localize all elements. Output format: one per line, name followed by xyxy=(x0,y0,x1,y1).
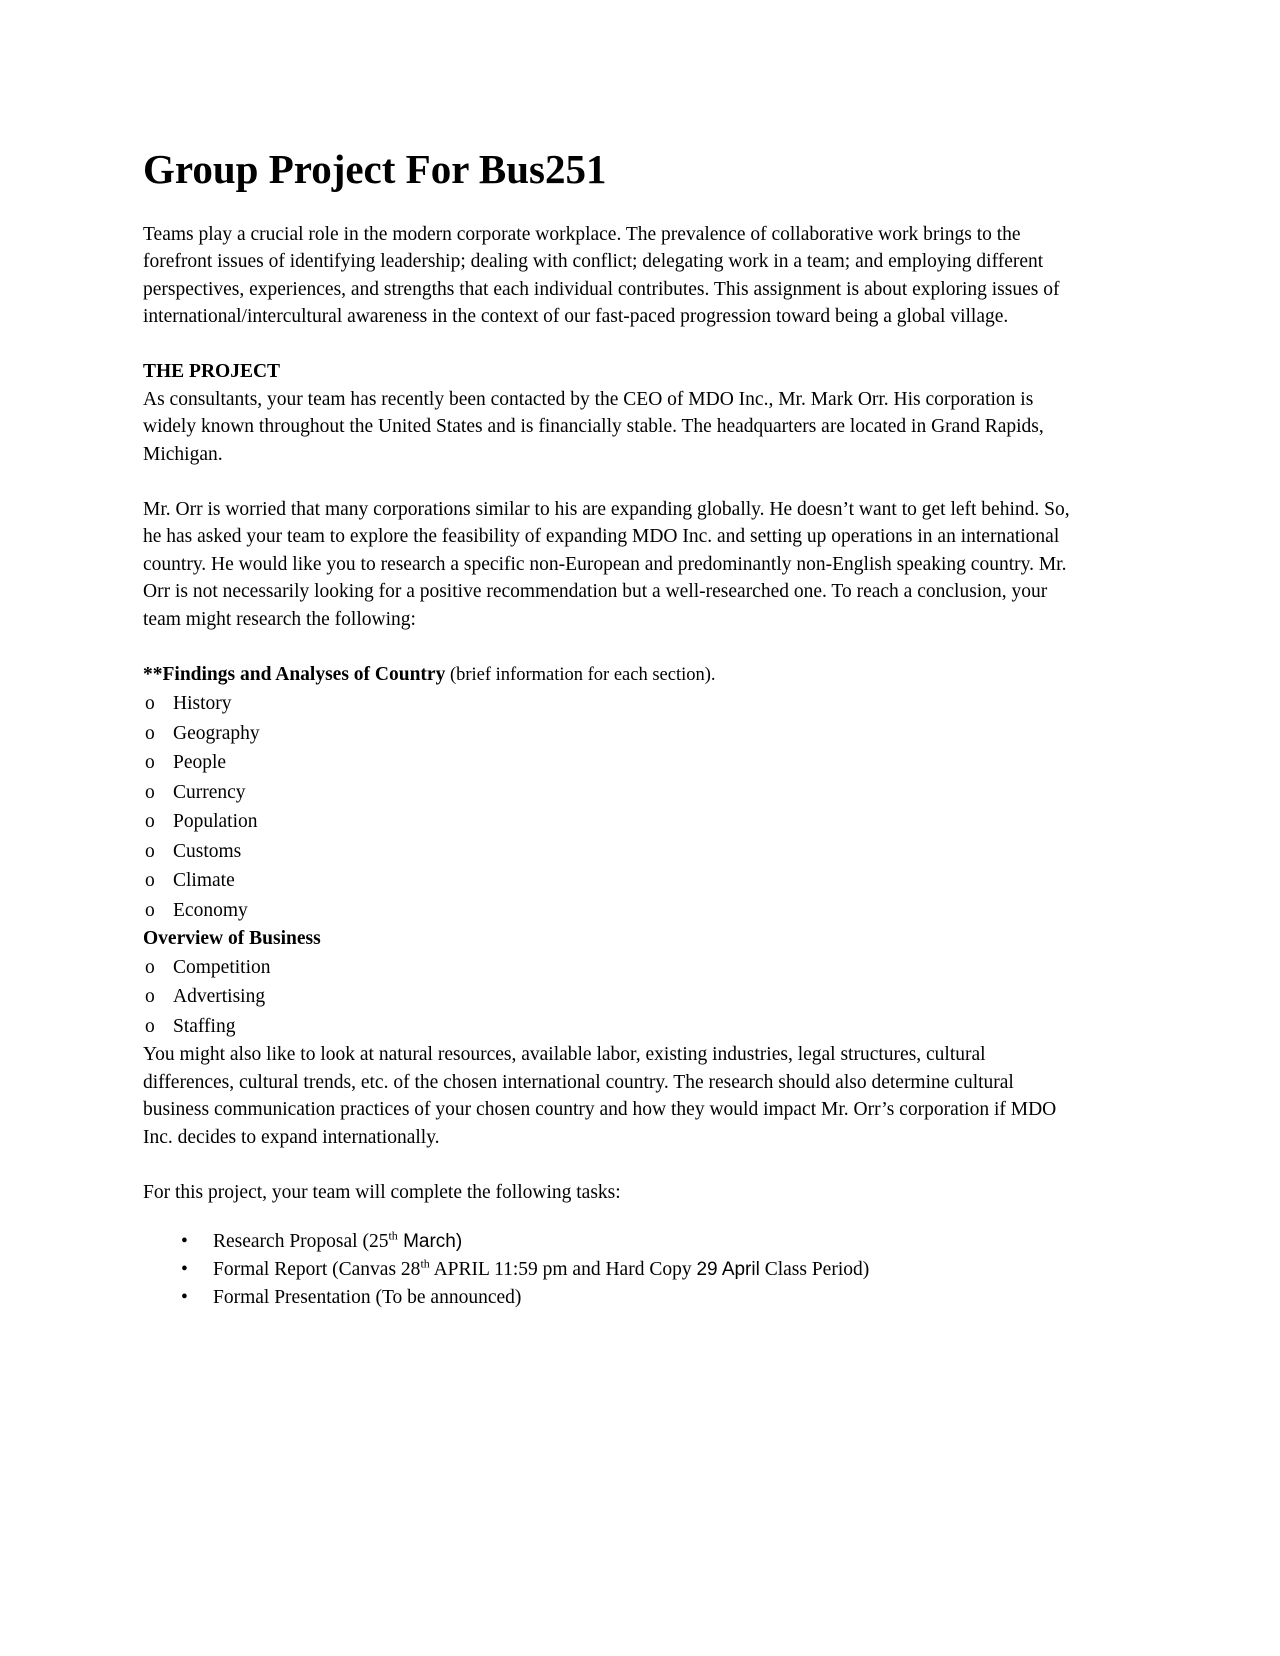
list-item xyxy=(143,689,1080,719)
intro-paragraph: Teams play a crucial role in the modern corporate workplace. The prevalence of collaborative work brings to the forefront issues of identifying leadership; dealing with conflict; delegating work in a team; and employing different perspectives, experiences, and strengths that each individual contributes. This assignment is about exploring issues of international/intercultural awareness in the context of our fast-paced progression toward being a global village. xyxy=(143,223,1060,328)
project-paragraph-1: As consultants, your team has recently been contacted by the CEO of MDO Inc., Mr. Mark Orr. His corporation is widely known throughout the United States and is financially stable. The headquarters are located in Grand Rapids, Michigan. xyxy=(143,388,1044,465)
dot-bullet-icon: • xyxy=(181,1259,188,1281)
list-item-label: Competition xyxy=(173,956,271,978)
dot-bullet-icon: • xyxy=(181,1287,188,1309)
circle-bullet-icon: o xyxy=(145,1015,155,1037)
list-item xyxy=(143,748,1080,778)
task-run: Formal Report (Canvas 28 xyxy=(213,1259,421,1281)
list-item-label: Customs xyxy=(173,840,242,862)
tasks-list xyxy=(143,1228,1080,1312)
list-item-label: Advertising xyxy=(173,986,266,1008)
task-run-sans: 29 April xyxy=(696,1259,760,1281)
list-item-label: History xyxy=(173,693,232,715)
task-run: Research Proposal (25 xyxy=(213,1231,389,1253)
ordinal-superscript: th xyxy=(388,1228,398,1243)
list-item xyxy=(143,719,1080,749)
list-item-label: Staffing xyxy=(173,1015,236,1037)
project-paragraph-2: Mr. Orr is worried that many corporations similar to his are expanding globally. He doesn’t want to get left behind. So, he has asked your team to explore the feasibility of expanding MDO Inc. and setting up operations in an international country. He would like you to research a specific non-European and predominantly non-English speaking country. Mr. Orr is not necessarily looking for a positive recommendation but a well-researched one. To reach a conclusion, your team might research the following: xyxy=(143,498,1070,630)
circle-bullet-icon: o xyxy=(145,956,155,978)
ordinal-superscript: th xyxy=(420,1256,430,1271)
project-section-heading: THE PROJECT xyxy=(143,361,281,383)
list-item xyxy=(143,837,1080,867)
list-item xyxy=(143,953,1080,983)
circle-bullet-icon: o xyxy=(145,986,155,1008)
list-item-label: Climate xyxy=(173,870,235,892)
circle-bullet-icon: o xyxy=(145,840,155,862)
overview-heading: Overview of Business xyxy=(143,928,321,950)
circle-bullet-icon: o xyxy=(145,781,155,803)
findings-heading-bold: **Findings and Analyses of Country xyxy=(143,663,446,685)
circle-bullet-icon: o xyxy=(145,870,155,892)
task-item xyxy=(143,1228,1080,1256)
task-item xyxy=(143,1284,1080,1312)
task-run: Class Period) xyxy=(759,1259,870,1281)
findings-heading-note: (brief information for each section). xyxy=(445,664,716,685)
circle-bullet-icon: o xyxy=(145,899,155,921)
task-run: Formal Presentation (To be announced) xyxy=(213,1287,522,1309)
tasks-intro: For this project, your team will complete the following tasks: xyxy=(143,1181,621,1203)
circle-bullet-icon: o xyxy=(145,722,155,744)
circle-bullet-icon: o xyxy=(145,752,155,774)
task-item xyxy=(143,1256,1080,1284)
list-item xyxy=(143,982,1080,1012)
circle-bullet-icon: o xyxy=(145,693,155,715)
resources-paragraph: You might also like to look at natural resources, available labor, existing industries, legal structures, cultural differences, cultural trends, etc. of the chosen international country. The research should also determine cultural business communication practices of your chosen country and how they would impact Mr. Orr’s corporation if MDO Inc. decides to expand internationally. xyxy=(143,1044,1057,1148)
task-run-sans: March) xyxy=(397,1231,463,1253)
list-item-label: Geography xyxy=(173,722,260,744)
page-title: Group Project For Bus251 xyxy=(143,146,607,192)
list-item xyxy=(143,896,1080,926)
list-item xyxy=(143,866,1080,896)
list-item xyxy=(143,778,1080,808)
circle-bullet-icon: o xyxy=(145,811,155,833)
list-item-label: Economy xyxy=(173,899,248,921)
findings-list xyxy=(143,689,1080,925)
list-item-label: Population xyxy=(173,811,258,833)
findings-heading xyxy=(143,661,1080,690)
dot-bullet-icon: • xyxy=(181,1231,188,1253)
overview-list xyxy=(143,953,1080,1042)
list-item xyxy=(143,807,1080,837)
task-run: APRIL 11:59 pm and Hard Copy xyxy=(429,1259,697,1281)
list-item-label: Currency xyxy=(173,781,246,803)
list-item xyxy=(143,1012,1080,1042)
list-item-label: People xyxy=(173,752,227,774)
